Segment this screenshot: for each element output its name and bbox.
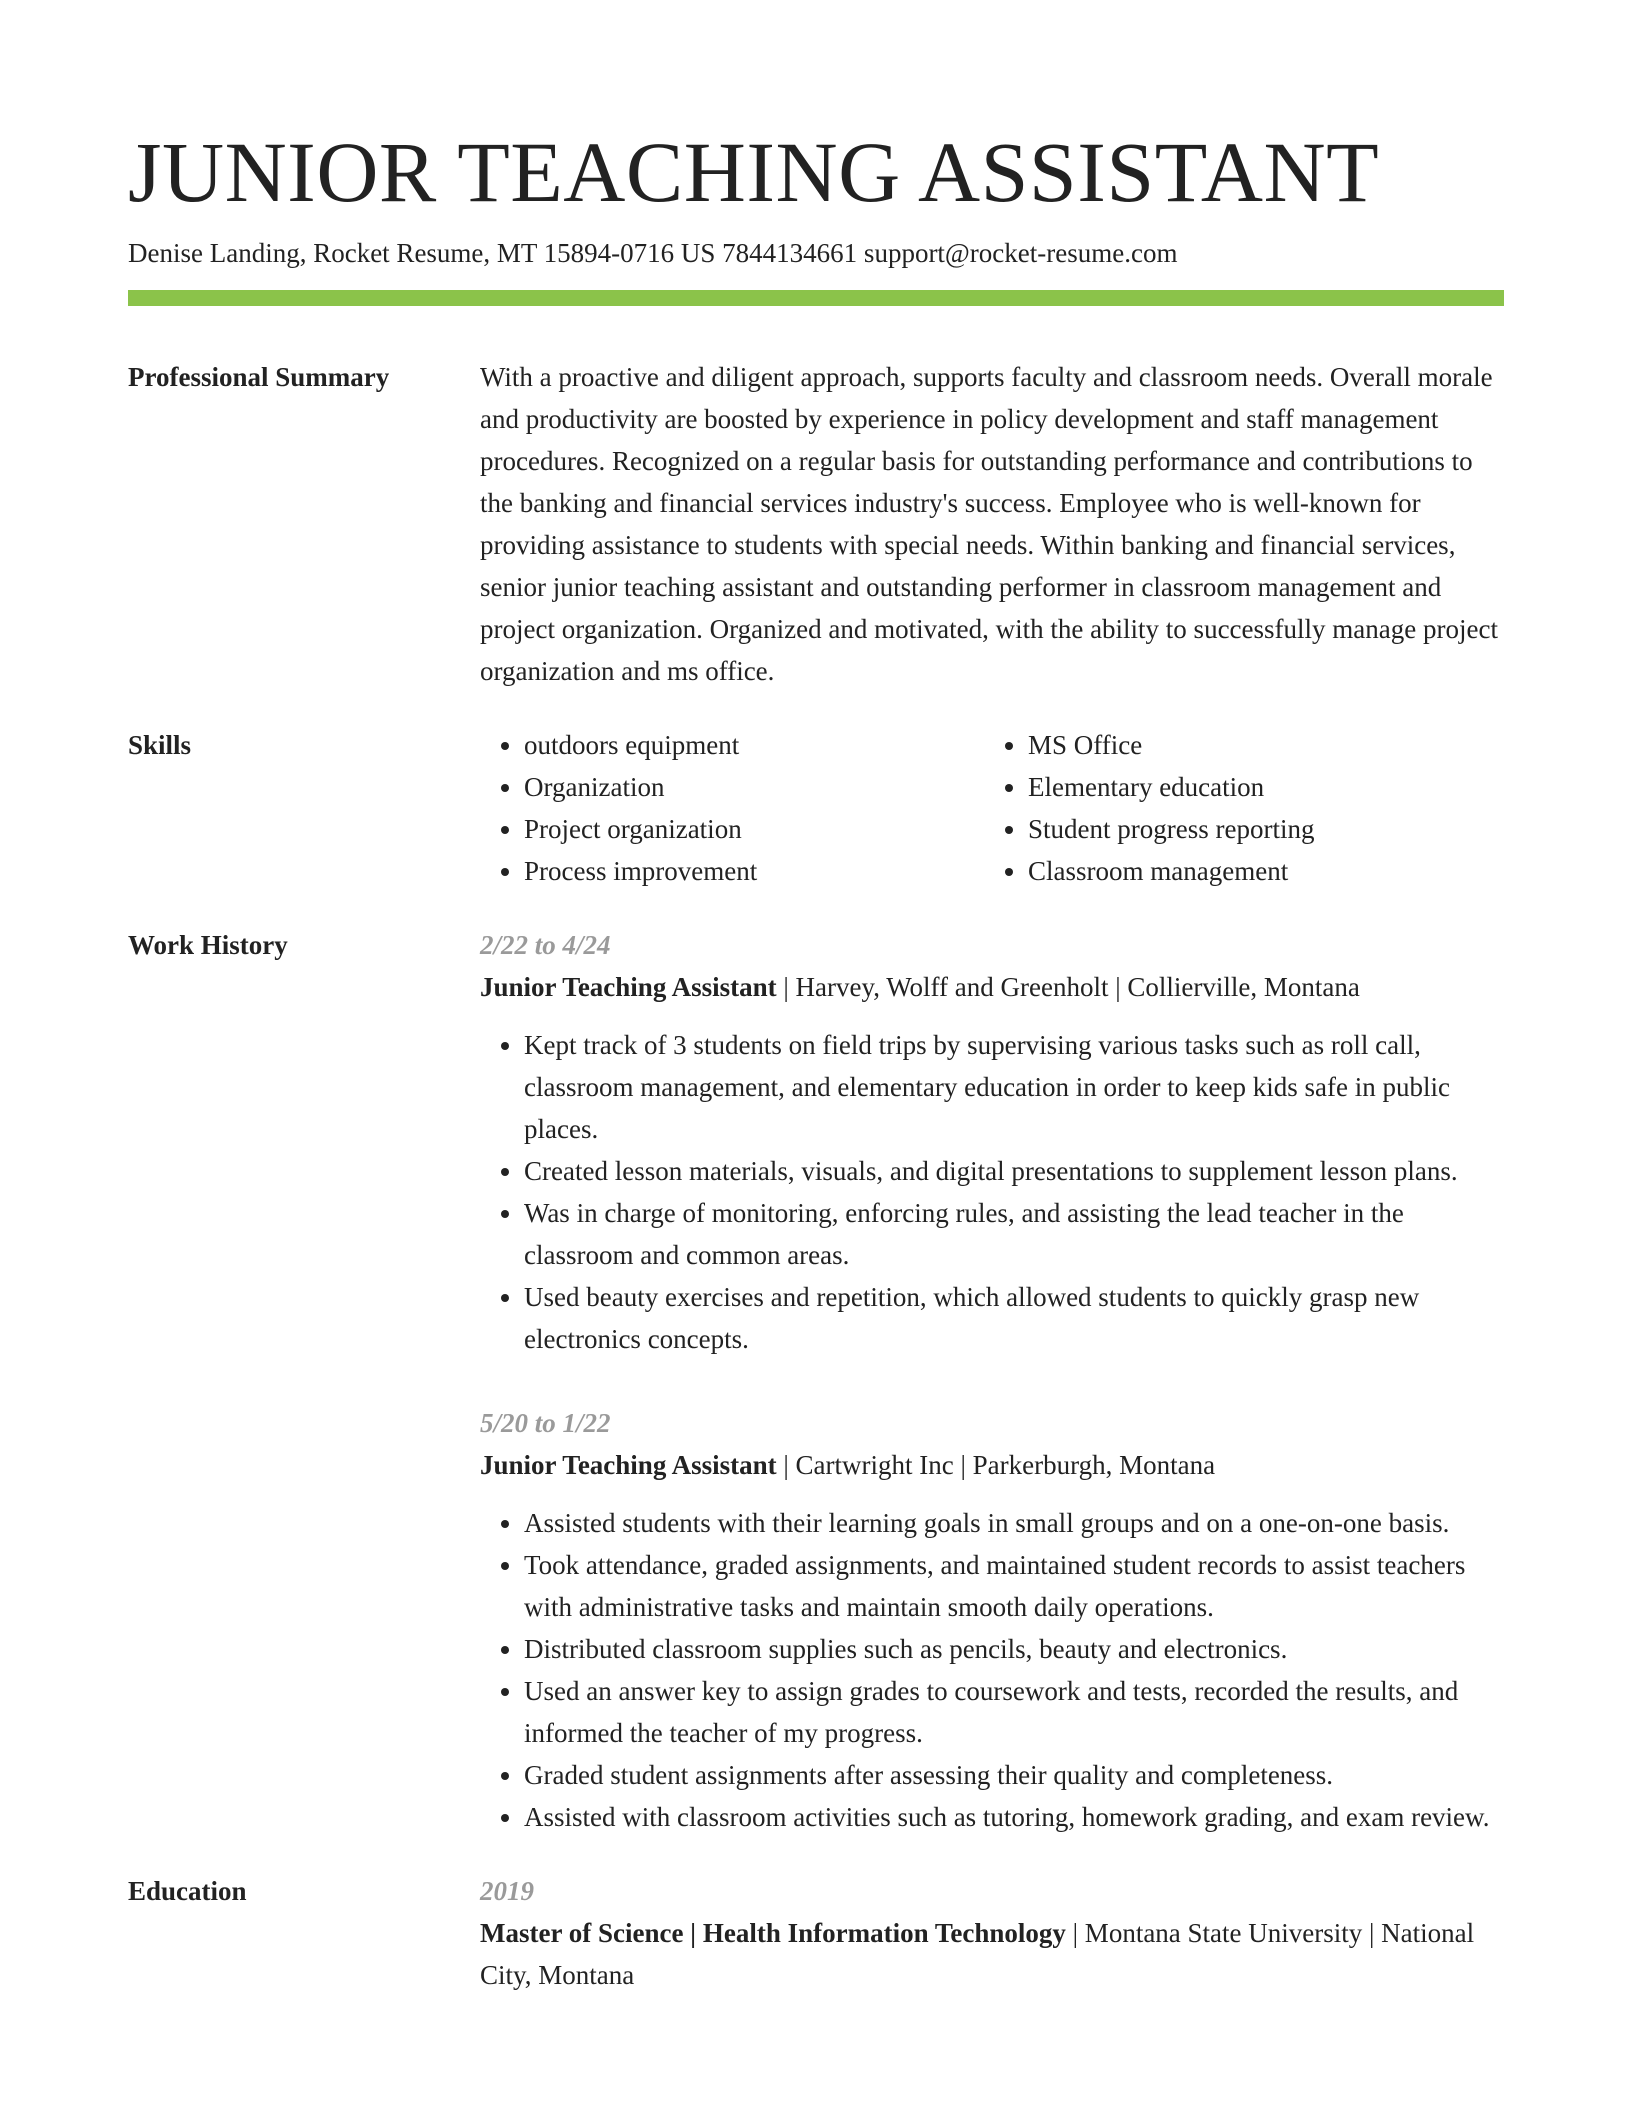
summary-text: With a proactive and diligent approach, supports faculty and classroom needs. Overall morale and productivity are boosted by experience in policy development and staff management procedures. Recognized on a regular basis for outstanding performance and contributions to the banking and financial services industry's success. Employee who is well-known for providing assistance to students with special needs. Within banking and financial services, senior junior teaching assistant and outstanding performer in classroom management and project organization. Organized and motivated, with the ability to successfully manage project organization and ms office.	[480, 362, 1498, 686]
job-heading	[480, 1444, 1504, 1486]
skills-body	[480, 724, 1504, 892]
skills-column-right	[984, 724, 1488, 892]
skill-item: • outdoors equipment	[524, 724, 984, 766]
work-history-section	[128, 924, 1504, 1838]
summary-section	[128, 356, 1504, 692]
education-section	[128, 1870, 1504, 1996]
job-bullet: • Was in charge of monitoring, enforcing rules, and assisting the lead teacher in the classroom and common areas.	[524, 1192, 1504, 1276]
job-bullets	[480, 1024, 1504, 1360]
education-details: | Montana State University | National City, Montana	[480, 1918, 1475, 1990]
job-entry	[480, 924, 1504, 1360]
job-details: | Cartwright Inc | Parkerburgh, Montana	[776, 1450, 1216, 1480]
job-bullet: • Created lesson materials, visuals, and digital presentations to supplement lesson plans.	[524, 1150, 1504, 1192]
job-bullet: • Assisted students with their learning goals in small groups and on a one-on-one basis.	[524, 1502, 1504, 1544]
skill-item: • MS Office	[1028, 724, 1488, 766]
work-history-heading: Work History	[128, 930, 288, 960]
job-bullet: • Assisted with classroom activities such as tutoring, homework grading, and exam review.	[524, 1796, 1504, 1838]
job-title: Junior Teaching Assistant	[480, 1450, 777, 1480]
skills-column-left	[480, 724, 984, 892]
header-divider	[128, 290, 1504, 306]
job-bullet: • Used beauty exercises and repetition, which allowed students to quickly grasp new electronics concepts.	[524, 1276, 1504, 1360]
summary-heading: Professional Summary	[128, 362, 390, 392]
resume-page	[128, 0, 1504, 1996]
job-bullets	[480, 1502, 1504, 1838]
education-entry	[480, 1912, 1504, 1996]
education-body	[480, 1870, 1504, 1996]
summary-body	[480, 356, 1504, 692]
contact-line: Denise Landing, Rocket Resume, MT 15894-0716 US 7844134661 support@rocket-resume.com	[128, 238, 1178, 268]
job-bullet: • Used an answer key to assign grades to coursework and tests, recorded the results, and informed the teacher of my progress.	[524, 1670, 1504, 1754]
job-details: | Harvey, Wolff and Greenholt | Collierville, Montana	[776, 972, 1360, 1002]
skill-item: • Project organization	[524, 808, 984, 850]
job-bullet: • Graded student assignments after assessing their quality and completeness.	[524, 1754, 1504, 1796]
resume-title: JUNIOR TEACHING ASSISTANT	[128, 124, 1380, 220]
skill-item: • Elementary education	[1028, 766, 1488, 808]
skills-heading: Skills	[128, 730, 192, 760]
job-entry	[480, 1402, 1504, 1838]
job-bullet: • Kept track of 3 students on field trips by supervising various tasks such as roll call, classroom management, and elementary education in order to keep kids safe in public places.	[524, 1024, 1504, 1150]
job-dates: 2/22 to 4/24	[480, 930, 611, 960]
job-dates: 5/20 to 1/22	[480, 1408, 611, 1438]
job-bullet: • Took attendance, graded assignments, and maintained student records to assist teachers with administrative tasks and maintain smooth daily operations.	[524, 1544, 1504, 1628]
skills-section	[128, 724, 1504, 892]
education-degree: Master of Science | Health Information Technology	[480, 1918, 1066, 1948]
skill-item: • Classroom management	[1028, 850, 1488, 892]
skill-item: • Student progress reporting	[1028, 808, 1488, 850]
job-bullet: • Distributed classroom supplies such as pencils, beauty and electronics.	[524, 1628, 1504, 1670]
job-heading	[480, 966, 1504, 1008]
work-history-body	[480, 924, 1504, 1838]
skill-item: • Organization	[524, 766, 984, 808]
education-heading: Education	[128, 1876, 247, 1906]
skills-grid	[480, 724, 1504, 892]
job-title: Junior Teaching Assistant	[480, 972, 777, 1002]
education-year: 2019	[480, 1876, 534, 1906]
skill-item: • Process improvement	[524, 850, 984, 892]
